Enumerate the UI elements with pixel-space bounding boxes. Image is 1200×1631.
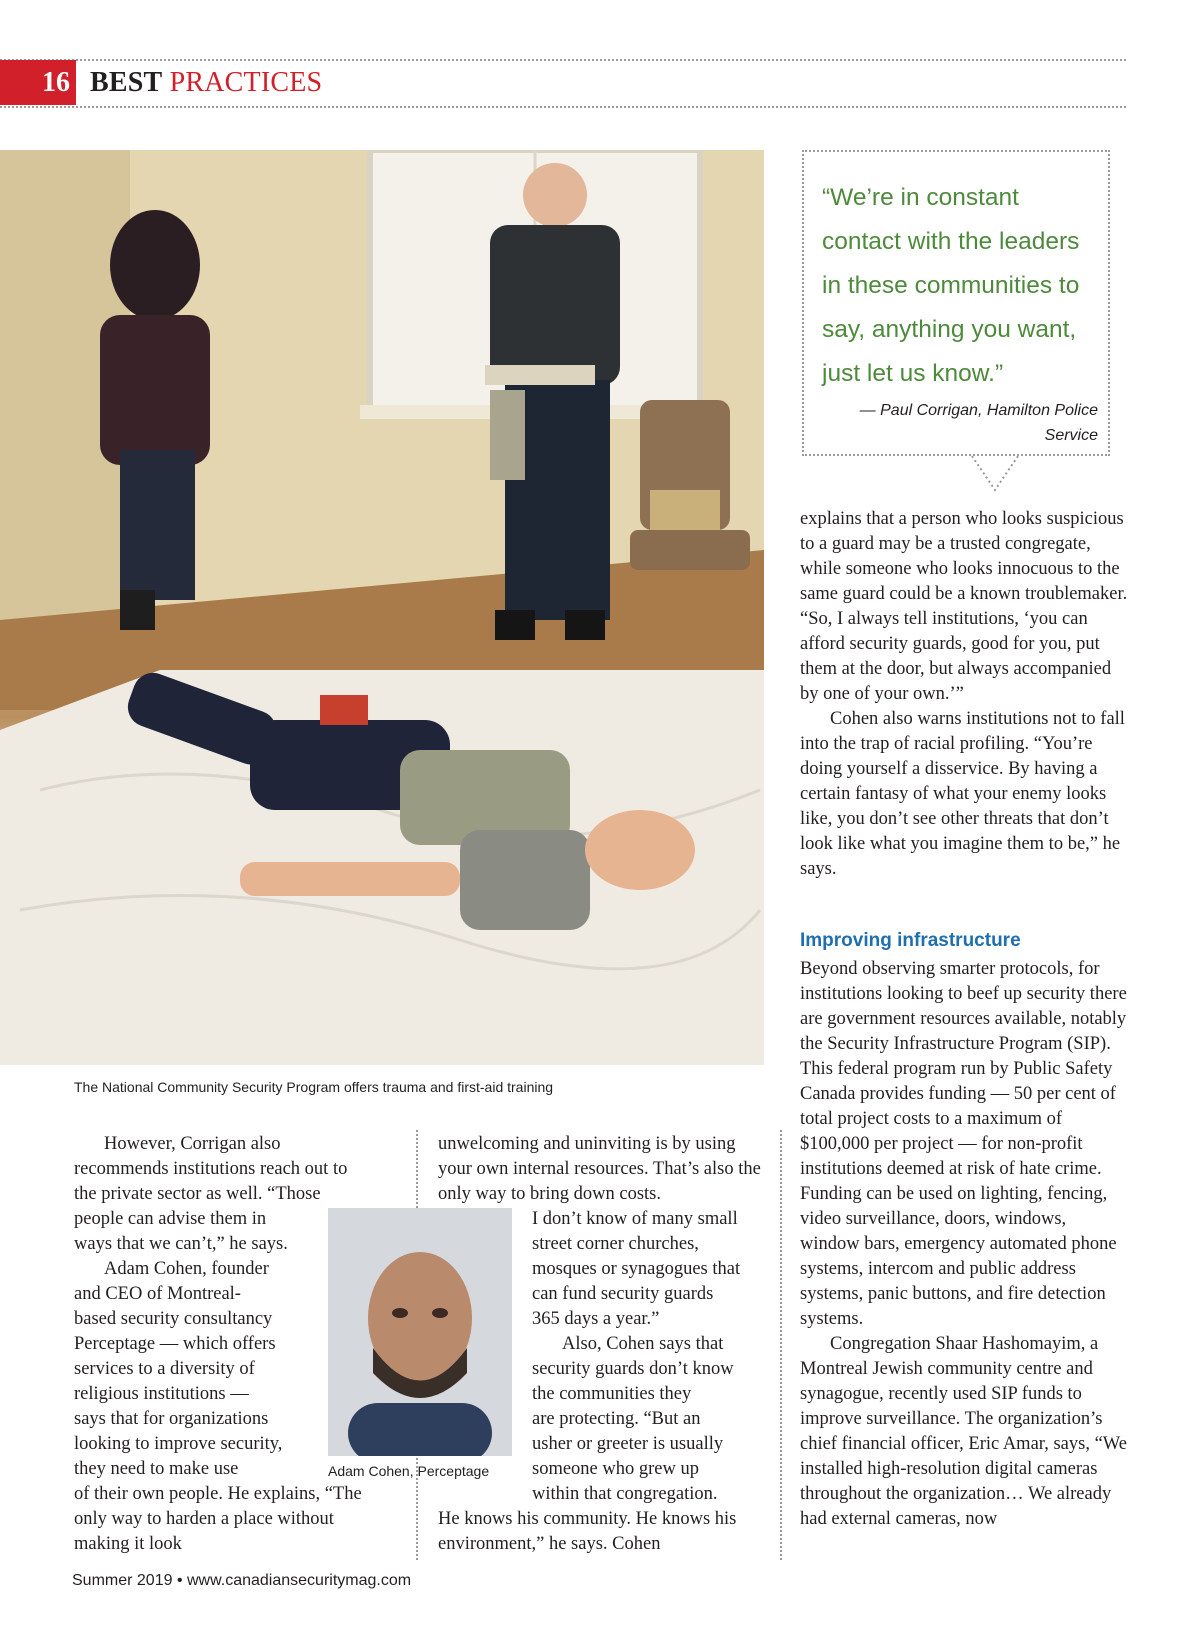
pull-quote-attribution: — Paul Corrigan, Hamilton Police Service bbox=[859, 402, 1098, 444]
text-line: the communities they bbox=[532, 1384, 692, 1404]
text-line: people can advise them in bbox=[74, 1209, 267, 1229]
middle-column-wrap bbox=[532, 1207, 772, 1507]
inset-photo-caption: Adam Cohen, Perceptage bbox=[328, 1463, 490, 1479]
text-line: are protecting. “But an bbox=[532, 1409, 701, 1429]
section-title-word2: PRACTICES bbox=[169, 67, 323, 98]
text-line: Perceptage — which offers bbox=[74, 1334, 276, 1354]
text-line: security guards don’t know bbox=[532, 1359, 734, 1379]
text-line: says that for organizations bbox=[74, 1409, 269, 1429]
text-line: usher or greeter is usually bbox=[532, 1434, 724, 1454]
text-line: they need to make use bbox=[74, 1459, 239, 1479]
text-line: religious institutions — bbox=[74, 1384, 249, 1404]
text-line: within that congregation. bbox=[532, 1484, 718, 1504]
section-title-word1: BEST bbox=[90, 67, 163, 98]
pull-quote-pointer bbox=[970, 454, 1020, 494]
text-line: someone who grew up bbox=[532, 1459, 699, 1479]
middle-column-top bbox=[438, 1132, 768, 1207]
left-column-top bbox=[74, 1132, 374, 1207]
middle-column-bottom bbox=[438, 1507, 758, 1557]
text-line: ways that we can’t,” he says. bbox=[74, 1234, 288, 1254]
main-photo bbox=[0, 150, 764, 1065]
text-line: I don’t know of many small bbox=[532, 1209, 738, 1229]
portrait-illustration bbox=[328, 1208, 512, 1456]
text-line: looking to improve security, bbox=[74, 1434, 283, 1454]
main-photo-caption: The National Community Security Program offers trauma and first-aid training bbox=[74, 1079, 554, 1095]
training-scene-illustration bbox=[0, 150, 764, 1065]
paragraph: However, Corrigan also recommends institutions reach out to the private sector as well. “Those bbox=[74, 1134, 348, 1204]
paragraph: Congregation Shaar Hashomayim, a Montreal Jewish community centre and synagogue, recently used SIP funds to improve surveillance. The organization’s chief financial officer, Eric Amar, says, “We installed high-resolution digital cameras throughout the organization… We already had external cameras, now bbox=[800, 1334, 1127, 1529]
header-rule-bottom bbox=[0, 106, 1126, 108]
right-column-top bbox=[800, 507, 1128, 882]
column-divider bbox=[780, 1130, 782, 1560]
header-rule-top bbox=[0, 59, 1126, 61]
text-line: services to a diversity of bbox=[74, 1359, 255, 1379]
page-footer: Summer 2019 • www.canadiansecuritymag.com bbox=[72, 1572, 412, 1589]
page-number: 16 bbox=[0, 60, 76, 105]
left-column-wrap bbox=[74, 1207, 314, 1482]
inset-photo bbox=[328, 1208, 512, 1456]
text-line: street corner churches, bbox=[532, 1234, 699, 1254]
text-line: can fund security guards bbox=[532, 1284, 714, 1304]
paragraph: Cohen also warns institutions not to fall into the trap of racial profiling. “You’re doing yourself a disservice. By having a certain fantasy of what your enemy looks like, you don’t see other threats that don’t look like what you imagine them to be,” he says. bbox=[800, 709, 1125, 879]
section-title bbox=[90, 64, 322, 102]
paragraph: unwelcoming and uninviting is by using your own internal resources. That’s also the only way to bring down costs. bbox=[438, 1134, 761, 1204]
text-line: Adam Cohen, founder bbox=[104, 1259, 269, 1279]
paragraph: Beyond observing smarter protocols, for institutions looking to beef up security there are government resources available, notably the Security Infrastructure Program (SIP). This federal program run by Public Safety Canada provides funding — 50 per cent of total project costs to a maximum of $100,000 per project — for non-profit institutions deemed at risk of hate crime. Funding can be used on lighting, fencing, video surveillance, doors, windows, window bars, emergency automated phone systems, intercom and public address systems, panic buttons, and fire detection systems. bbox=[800, 959, 1127, 1329]
paragraph: He knows his community. He knows his environment,” he says. Cohen bbox=[438, 1509, 737, 1554]
text-line: and CEO of Montreal- bbox=[74, 1284, 241, 1304]
text-line: based security consultancy bbox=[74, 1309, 273, 1329]
pull-quote-text: “We’re in constant contact with the leaders in these communities to say, anything you want, just let us know.” bbox=[822, 184, 1080, 387]
text-line: mosques or synagogues that bbox=[532, 1259, 741, 1279]
left-column-bottom bbox=[74, 1482, 374, 1557]
subheading: Improving infrastructure bbox=[800, 930, 1021, 951]
right-column-bottom bbox=[800, 957, 1130, 1532]
paragraph: explains that a person who looks suspicious to a guard may be a trusted congregate, while someone who looks innocuous to the same guard could be a known troublemaker. “So, I always tell institutions, ‘you can afford security guards, good for you, put them at the door, but always accompanied by one of your own.’” bbox=[800, 509, 1128, 704]
text-line: Also, Cohen says that bbox=[562, 1334, 724, 1354]
paragraph: of their own people. He explains, “The only way to harden a place without making it look bbox=[74, 1484, 362, 1554]
text-line: 365 days a year.” bbox=[532, 1309, 660, 1329]
